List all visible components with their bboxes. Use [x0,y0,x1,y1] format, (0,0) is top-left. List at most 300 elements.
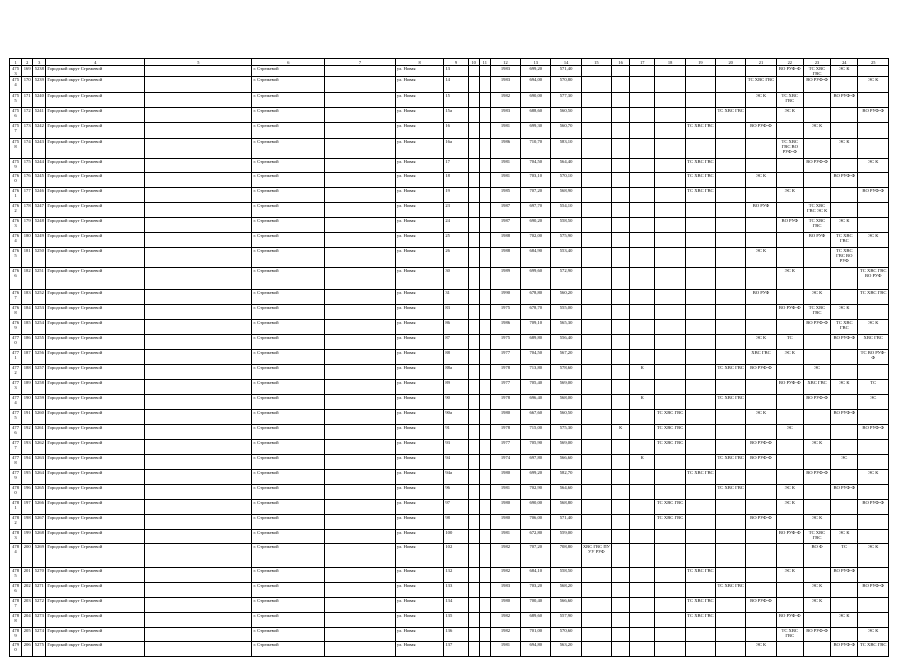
table-cell [630,203,655,218]
table-cell [716,93,746,108]
table-cell [685,108,715,123]
table-cell [145,290,252,305]
table-cell [776,583,803,598]
table-cell: 31 [444,290,468,305]
table-cell [479,335,490,350]
table-cell [746,544,776,568]
table-cell [746,218,776,233]
table-cell: 704,50 [521,159,551,173]
table-cell: 569,00 [551,380,581,395]
table-cell: ТС ХВС ГВС [746,77,776,93]
table-cell [145,188,252,203]
table-cell: 570,10 [551,173,581,188]
table-cell: ул. Новая [395,173,443,188]
table-cell [858,248,889,268]
table-cell: 191 [22,410,33,425]
table-cell [479,123,490,139]
table-cell [612,395,630,410]
table-cell [716,613,746,628]
table-cell: 703,10 [521,173,551,188]
table-cell [581,500,611,515]
table-cell [685,455,715,470]
table-cell [803,139,830,159]
table-cell: г. Стрежевой [252,139,325,159]
table-cell [581,485,611,500]
table-cell [581,159,611,173]
table-cell: ул. Новая [395,380,443,395]
table-cell: ВО РУФ-Ф [776,613,803,628]
table-cell: 5239 [33,77,46,93]
table-cell [612,123,630,139]
table-cell: ЭС К [803,290,830,305]
table-cell [612,93,630,108]
table-cell [325,395,396,410]
table-cell [746,395,776,410]
table-cell [746,268,776,290]
table-cell: ЭС К [858,233,889,248]
table-cell [145,515,252,530]
table-cell [581,455,611,470]
table-cell: ул. Новая [395,93,443,108]
table-cell [776,365,803,380]
table-cell: Городской округ Стрежевой [46,568,145,583]
table-cell [325,544,396,568]
column-number: 12 [490,59,520,66]
table-cell [655,139,685,159]
table-cell: 702,90 [521,485,551,500]
table-cell: 90а [444,410,468,425]
table-cell [145,598,252,613]
table-cell: 15 [444,93,468,108]
table-cell [803,500,830,515]
table-cell [685,268,715,290]
table-cell [630,290,655,305]
table-cell: ТС ХВС ГВС [716,485,746,500]
table-cell [776,173,803,188]
table-cell: 201 [22,568,33,583]
table-cell: 88 [444,350,468,365]
table-cell [581,395,611,410]
column-number: 2 [22,59,33,66]
table-cell [145,455,252,470]
table-cell [612,139,630,159]
table-cell: 566,60 [551,598,581,613]
table-cell [468,320,479,335]
table-cell [831,350,858,365]
table-cell: Городской округ Стрежевой [46,470,145,485]
table-cell: 4755 [10,93,22,108]
table-cell: 1978 [490,395,520,410]
column-number: 25 [858,59,889,66]
table-cell: 570,80 [551,77,581,93]
table-cell [325,93,396,108]
table-cell: ВО Ф [803,544,830,568]
table-cell: ТС ХВС ГВС [803,530,830,544]
table-cell: 560,20 [551,290,581,305]
table-cell [685,93,715,108]
table-cell [479,365,490,380]
table-cell [858,218,889,233]
table-cell: 1980 [490,500,520,515]
table-cell [145,470,252,485]
table-cell: 136 [444,628,468,642]
table-cell: ул. Новая [395,583,443,598]
table-cell [858,173,889,188]
table-cell [145,613,252,628]
table-cell: г. Стрежевой [252,159,325,173]
table-cell: ТС ХВС ГВС [803,305,830,320]
table-cell [612,248,630,268]
table-cell [630,188,655,203]
table-cell [630,268,655,290]
table-cell [581,335,611,350]
table-cell: ЭС [776,425,803,440]
table-row [10,123,889,139]
table-cell [630,123,655,139]
table-cell: ВО РУФ-Ф [831,93,858,108]
table-row [10,470,889,485]
table-cell [145,485,252,500]
table-cell: 570,60 [551,628,581,642]
table-cell [612,410,630,425]
table-cell: ТС ХВС ГВС [831,233,858,248]
table-cell: 98 [444,515,468,530]
table-row [10,159,889,173]
table-cell [145,350,252,365]
table-cell [479,395,490,410]
table-cell [581,350,611,365]
table-cell: К [630,395,655,410]
table-cell: 5266 [33,500,46,515]
table-row [10,628,889,642]
table-cell [831,500,858,515]
table-cell [325,248,396,268]
table-cell: 25 [444,233,468,248]
table-cell [581,139,611,159]
table-cell [803,568,830,583]
table-cell: 5260 [33,410,46,425]
table-row [10,233,889,248]
table-cell [630,159,655,173]
table-cell: ХВС ГВС [858,335,889,350]
table-cell: 557,90 [551,613,581,628]
table-cell: ул. Новая [395,395,443,410]
table-cell: 5247 [33,203,46,218]
table-cell: ТС ХВС ГВС [716,455,746,470]
table-cell: 575,30 [551,425,581,440]
table-cell: ЭС К [831,530,858,544]
table-cell [145,544,252,568]
table-cell [479,320,490,335]
column-number: 18 [655,59,685,66]
table-cell: г. Стрежевой [252,583,325,598]
table-cell [479,93,490,108]
table-cell [145,320,252,335]
table-cell: 563,20 [551,642,581,657]
table-row [10,66,889,77]
table-cell [716,500,746,515]
table-cell: ЭС К [776,188,803,203]
table-row [10,320,889,335]
table-cell [858,66,889,77]
table-cell: Городской округ Стрежевой [46,268,145,290]
table-cell [716,320,746,335]
table-cell: 187 [22,350,33,365]
table-cell [468,203,479,218]
table-row [10,173,889,188]
table-cell: 94 [444,455,468,470]
table-cell [468,335,479,350]
table-cell: ул. Новая [395,642,443,657]
table-cell [612,290,630,305]
table-cell [612,365,630,380]
table-cell [746,628,776,642]
table-cell: ул. Новая [395,305,443,320]
table-cell [655,218,685,233]
table-cell: ВО РУФ-Ф [803,628,830,642]
table-cell [325,268,396,290]
table-cell [468,159,479,173]
table-cell [325,410,396,425]
table-cell [630,66,655,77]
table-cell [716,290,746,305]
table-cell [803,350,830,365]
table-cell: ВО РУФ-Ф [831,485,858,500]
table-cell: 5256 [33,350,46,365]
table-row [10,530,889,544]
table-cell [479,425,490,440]
table-cell [858,440,889,455]
table-cell [581,380,611,395]
table-cell: ТС [831,544,858,568]
table-cell: г. Стрежевой [252,380,325,395]
table-row [10,583,889,598]
table-cell: Городской округ Стрежевой [46,93,145,108]
table-cell: 5249 [33,233,46,248]
table-cell [468,568,479,583]
table-cell: ул. Новая [395,410,443,425]
table-cell: ВО РУФ-Ф [858,583,889,598]
table-cell [716,188,746,203]
table-cell [145,642,252,657]
table-cell [468,77,479,93]
table-cell [655,380,685,395]
table-cell [581,470,611,485]
table-cell [831,365,858,380]
table-cell: 171 [22,93,33,108]
table-cell: ул. Новая [395,320,443,335]
table-cell: Городской округ Стрежевой [46,440,145,455]
table-cell: 4768 [10,305,22,320]
table-cell [655,248,685,268]
table-cell: 17 [444,159,468,173]
table-cell: 705,90 [521,440,551,455]
table-cell [746,470,776,485]
column-number: 16 [612,59,630,66]
table-cell [145,395,252,410]
table-cell: Городской округ Стрежевой [46,530,145,544]
table-cell [468,66,479,77]
table-cell [716,628,746,642]
table-cell [685,203,715,218]
table-cell: 173 [22,123,33,139]
table-cell: 1977 [490,350,520,365]
table-cell [325,598,396,613]
table-cell [831,628,858,642]
table-cell [468,470,479,485]
table-cell [685,530,715,544]
table-cell: 572,90 [551,268,581,290]
table-cell: ТС ХВС ГВС [685,470,715,485]
table-cell [145,365,252,380]
table-cell: г. Стрежевой [252,203,325,218]
table-cell: 690,20 [521,218,551,233]
table-cell: 23 [444,203,468,218]
table-cell: 5265 [33,485,46,500]
table-cell: 4784 [10,544,22,568]
table-cell: 96 [444,485,468,500]
table-cell: 4763 [10,218,22,233]
table-cell [685,380,715,395]
table-cell: 4786 [10,583,22,598]
table-cell: 1983 [490,66,520,77]
table-cell: 704,50 [521,350,551,365]
table-cell: 182 [22,268,33,290]
table-cell: ЭС К [858,77,889,93]
table-cell: 564,40 [551,159,581,173]
table-cell: 205 [22,628,33,642]
table-cell [716,248,746,268]
table-cell [685,485,715,500]
table-cell: 567,20 [551,350,581,365]
table-cell [776,123,803,139]
table-cell: г. Стрежевой [252,188,325,203]
table-row [10,77,889,93]
table-cell: 5270 [33,568,46,583]
table-cell [468,188,479,203]
table-cell [479,598,490,613]
table-cell [145,77,252,93]
table-cell [746,320,776,335]
table-cell: 689,60 [521,613,551,628]
table-cell: 554,10 [551,203,581,218]
table-cell [746,500,776,515]
table-cell: 186 [22,335,33,350]
table-cell [479,613,490,628]
table-cell [831,515,858,530]
table-cell: г. Стрежевой [252,544,325,568]
table-cell [612,173,630,188]
table-cell [612,77,630,93]
table-cell: 83 [444,305,468,320]
table-cell: ЭС К [776,485,803,500]
table-cell [803,268,830,290]
table-row [10,218,889,233]
table-cell [858,530,889,544]
table-cell [655,583,685,598]
table-cell [716,218,746,233]
table-cell [479,470,490,485]
table-cell [612,440,630,455]
table-cell [803,188,830,203]
table-cell: ул. Новая [395,108,443,123]
column-number: 19 [685,59,715,66]
table-cell [145,530,252,544]
table-cell: Городской округ Стрежевой [46,335,145,350]
table-cell [630,470,655,485]
table-cell: 568,80 [551,500,581,515]
table-cell: г. Стрежевой [252,515,325,530]
table-cell: г. Стрежевой [252,395,325,410]
table-cell: 26 [444,248,468,268]
table-cell: 4777 [10,440,22,455]
table-cell: 705,40 [521,380,551,395]
table-cell [612,598,630,613]
table-cell: 4769 [10,320,22,335]
table-cell [746,305,776,320]
table-cell: г. Стрежевой [252,628,325,642]
table-cell [630,628,655,642]
table-cell [630,320,655,335]
table-cell [776,440,803,455]
table-cell: Городской округ Стрежевой [46,320,145,335]
table-cell: ВО РУФ-Ф [831,410,858,425]
table-cell: 697,70 [521,203,551,218]
table-cell: ЭС К [831,305,858,320]
table-cell [468,598,479,613]
table-cell: 4765 [10,248,22,268]
table-cell: ЭС К [803,598,830,613]
table-cell: 16 [444,123,468,139]
table-cell: 5267 [33,515,46,530]
table-cell: ул. Новая [395,613,443,628]
table-cell: 699,20 [521,470,551,485]
table-cell: 707,20 [521,188,551,203]
column-number: 14 [551,59,581,66]
table-cell: 5255 [33,335,46,350]
table-cell: 571,40 [551,66,581,77]
table-cell: ЭС К [776,350,803,365]
table-cell: 204 [22,613,33,628]
table-cell: 5246 [33,188,46,203]
table-cell [468,628,479,642]
table-cell [655,613,685,628]
table-cell: 91 [444,425,468,440]
table-cell: ул. Новая [395,350,443,365]
table-cell [581,305,611,320]
table-cell [468,485,479,500]
table-cell [655,233,685,248]
table-cell [776,455,803,470]
table-cell: 88а [444,365,468,380]
table-cell [612,642,630,657]
table-cell: 1982 [490,93,520,108]
table-cell: 4766 [10,268,22,290]
table-cell [612,613,630,628]
table-cell [479,66,490,77]
table-cell: 555,00 [551,305,581,320]
table-cell [479,583,490,598]
table-cell: 202 [22,583,33,598]
table-cell: ТС ХВС ГВС [803,218,830,233]
table-cell [776,395,803,410]
table-row [10,485,889,500]
table-cell [746,530,776,544]
table-cell [325,123,396,139]
table-cell [479,233,490,248]
table-cell [685,290,715,305]
table-cell [655,544,685,568]
